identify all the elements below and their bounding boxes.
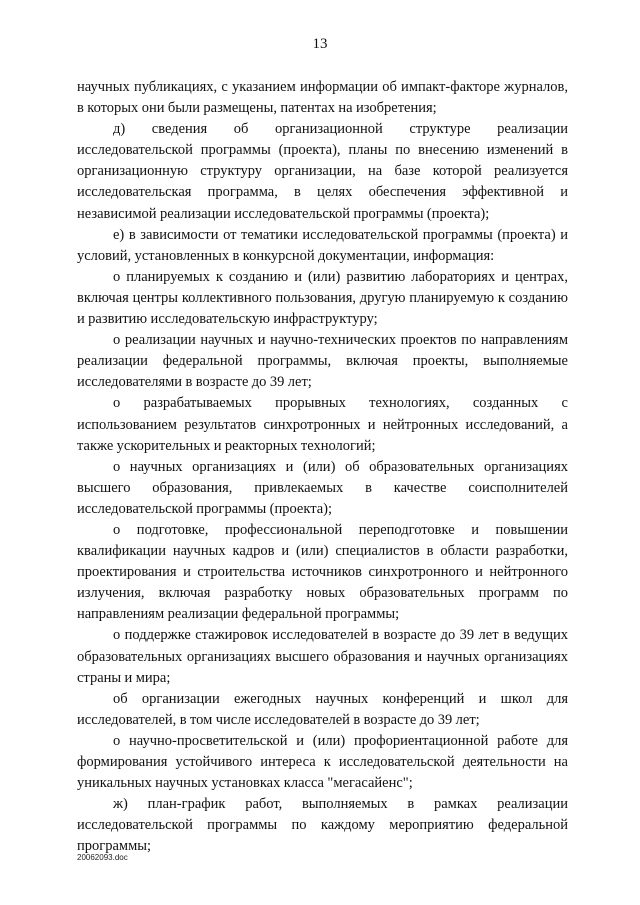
paragraph: об организации ежегодных научных конференций и школ для исследователей, в том числе исследователей в возрасте до 39 лет; (77, 690, 568, 728)
page-number: 13 (312, 36, 328, 52)
paragraph: ж) план-график работ, выполняемых в рамках реализации исследовательской программы по каждому мероприятию федеральной программы; (77, 796, 568, 855)
paragraph: о планируемых к созданию и (или) развитию лабораториях и центрах, включая центры коллективного пользования, другую планируемую к созданию и развитию исследовательскую инфраструктуру; (77, 268, 568, 328)
paragraph: о разрабатываемых прорывных технологиях, созданных с использованием результатов синхротронных и нейтронных исследований, а также ускорительных и реакторных технологий; (77, 395, 568, 454)
paragraph: о подготовке, профессиональной переподготовке и повышении квалификации научных кадров и (или) специалистов в области разработки, проектирования и строительства источников синхротронного и нейтронного излучения, включая разработку новых образовательных программ по направлениям реализации федеральной программы; (77, 521, 568, 623)
footer-filename: 20062093.doc (77, 853, 128, 862)
paragraph: е) в зависимости от тематики исследовательской программы (проекта) и условий, установленных в конкурсной документации, информация: (77, 226, 568, 264)
paragraph: о реализации научных и научно-технических проектов по направлениям реализации федеральной программы, включая проекты, выполняемые исследователями в возрасте до 39 лет; (77, 332, 568, 391)
document-body (77, 77, 568, 857)
paragraph: о научно-просветительской и (или) профориентационной работе для формирования устойчивого интереса к исследовательской деятельности на уникальных научных установках класса "мегасайенс"; (77, 732, 568, 792)
paragraph: научных публикациях, с указанием информации об импакт-факторе журналов, в которых они были размещены, патентах на изобретения; (77, 79, 568, 117)
paragraph: о поддержке стажировок исследователей в возрасте до 39 лет в ведущих образовательных организациях высшего образования и научных организациях страны и мира; (77, 627, 568, 686)
paragraph: о научных организациях и (или) об образовательных организациях высшего образования, привлекаемых в качестве соисполнителей исследовательской программы (проекта); (77, 458, 568, 517)
paragraph: д) сведения об организационной структуре реализации исследовательской программы (проекта), планы по внесению изменений в организационную структуру организации, на базе которой реализуется исследовательская программа, в целях обеспечения эффективной и независимой реализации исследовательской программы (проекта); (77, 121, 568, 222)
